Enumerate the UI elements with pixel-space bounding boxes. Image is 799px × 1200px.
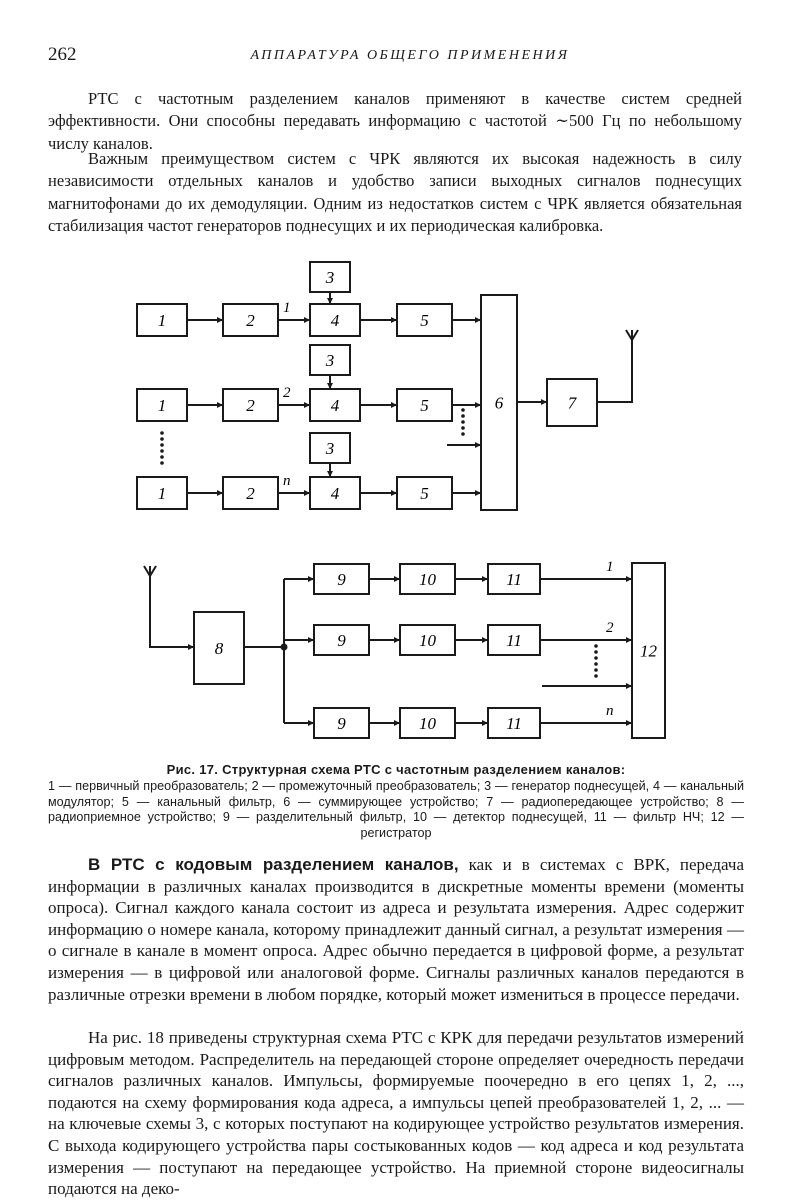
separation-filter-1-label: 9 xyxy=(337,570,346,589)
separation-filter-2 xyxy=(314,625,369,655)
radio-transmitter-label: 7 xyxy=(567,393,577,413)
tx-antenna-icon xyxy=(626,330,638,356)
channel-modulator-1-label: 4 xyxy=(330,311,340,330)
channel-filter-1-label: 5 xyxy=(420,311,429,330)
intermediate-converter-1 xyxy=(223,304,278,336)
separation-filter-3 xyxy=(314,708,369,738)
paragraph-1: РТС с частотным разделением каналов применяют в качестве систем средней эффективности. Они способны передавать информацию с частотой ∼500 Гц по небольшому числу каналов. xyxy=(48,89,742,153)
rx-rows-ellipsis xyxy=(594,644,598,678)
lowpass-filter-3-label: 11 xyxy=(506,714,522,733)
subcarrier-generator-3 xyxy=(310,433,350,463)
radio-receiver-label: 8 xyxy=(214,639,224,658)
primary-converter-1 xyxy=(137,304,187,336)
paragraph-4: На рис. 18 приведены структурная схема РТС с КРК для передачи результатов измерений цифровым методом. Распределитель на передающей стороне определяет очередность передачи сигналов различных каналов. Импульсы, формируемые поочередно в его цепях 1, 2, ..., подаются на схему формирования кода адреса, а импульсы цепей преобразователей 1, 2, ... — на ключевые схемы 3, с которых поступают на кодирующее устройство результатов измерения. С выхода кодирующего устройства пары состыкованных кодов — код адреса и код результата измерения — поступают на передающее устройство. На приемной стороне видеосигналы подаются на деко- xyxy=(48,1028,744,1199)
lowpass-filter-2 xyxy=(488,625,540,655)
paragraph-3-lead: В РТС с кодовым разделением каналов, xyxy=(88,855,459,874)
rx-antenna-icon xyxy=(144,566,156,592)
primary-converter-2-label: 1 xyxy=(157,396,167,415)
channel-filter-3-label: 5 xyxy=(420,484,429,503)
subcarrier-detector-2 xyxy=(400,625,455,655)
paragraph-2: Важным преимуществом систем с ЧРК являются их высокая надежность в силу независимости отдельных каналов и удобство записи выходных сигналов поднесущих магнитофонами до их демодуляции. Одним из недостатков систем с ЧРК является обязательная стабилизация частот генераторов поднесущих и их периодическая калибровка. xyxy=(48,149,742,236)
summing-device-label: 6 xyxy=(494,393,504,413)
paragraph-3 xyxy=(48,854,744,1005)
subcarrier-detector-1-label: 10 xyxy=(419,570,436,589)
subcarrier-detector-2-label: 10 xyxy=(419,631,436,650)
primary-converter-1-label: 1 xyxy=(157,311,167,330)
channel-filter-2 xyxy=(397,389,452,421)
tx-inputs-ellipsis xyxy=(461,408,465,436)
channel-modulator-2 xyxy=(310,389,360,421)
intermediate-converter-2 xyxy=(223,389,278,421)
primary-converter-3-label: 1 xyxy=(157,484,167,503)
channel-modulator-3-label: 4 xyxy=(330,484,340,503)
subcarrier-generator-2-label: 3 xyxy=(325,351,335,370)
registrar xyxy=(632,563,665,738)
channel-filter-3 xyxy=(397,477,452,509)
page-number: 262 xyxy=(48,44,77,65)
rx-channel-label-3: n xyxy=(606,703,614,719)
rx-channel-label-2: 2 xyxy=(606,620,614,636)
tx-rows-ellipsis xyxy=(160,431,164,465)
subcarrier-generator-1-label: 3 xyxy=(325,268,335,287)
intermediate-converter-2-label: 2 xyxy=(246,396,255,415)
channel-filter-2-label: 5 xyxy=(420,396,429,415)
subcarrier-detector-3 xyxy=(400,708,455,738)
intermediate-converter-3 xyxy=(223,477,278,509)
caption-title: Рис. 17. Структурная схема РТС с частотным разделением каналов: xyxy=(166,762,626,777)
tx-channel-label-1: 1 xyxy=(283,300,291,316)
caption-legend: 1 — первичный преобразователь; 2 — промежуточный преобразователь; 3 — генератор поднесущей, 4 — канальный модулятор; 5 — канальный фильтр, 6 — суммирующее устройство; 7 — радиопередающее устройство; 8 — радиоприемное устройство; 9 — разделительный фильтр, 10 — детектор поднесущей, 11 — фильтр НЧ; 12 — регистратор xyxy=(48,779,744,840)
radio-receiver xyxy=(194,612,244,684)
channel-filter-1 xyxy=(397,304,452,336)
running-title: АППАРАТУРА ОБЩЕГО ПРИМЕНЕНИЯ xyxy=(250,48,570,63)
subcarrier-detector-3-label: 10 xyxy=(419,714,436,733)
separation-filter-3-label: 9 xyxy=(337,714,346,733)
subcarrier-generator-1 xyxy=(310,262,350,292)
lowpass-filter-1-label: 11 xyxy=(506,570,522,589)
radio-transmitter xyxy=(547,379,597,426)
registrar-label: 12 xyxy=(640,641,657,661)
tx-channel-label-2: 2 xyxy=(283,385,291,401)
rx-channel-label-1: 1 xyxy=(606,559,614,575)
block-diagram xyxy=(0,240,799,760)
lowpass-filter-1 xyxy=(488,564,540,594)
separation-filter-2-label: 9 xyxy=(337,631,346,650)
separation-filter-1 xyxy=(314,564,369,594)
channel-modulator-3 xyxy=(310,477,360,509)
paragraph-3-body: как и в системах с ВРК, передача информации в различных каналах производится в дискретные моменты времени (моменты опроса). Сигнал каждого канала состоит из адреса и результата измерения. Адрес содержит информацию о номере канала, которому принадлежит данный сигнал, а результат измерения — о сигнале в канале в момент опроса. Адрес обычно передается в цифровой форме, а результат измерения — в цифровой или аналоговой форме. Сигналы различных каналов передаются в различные отрезки времени в любом порядке, который может измениться в процессе передачи. xyxy=(48,855,744,1004)
figure-caption xyxy=(48,762,744,841)
subcarrier-generator-2 xyxy=(310,345,350,375)
primary-converter-2 xyxy=(137,389,187,421)
lowpass-filter-3 xyxy=(488,708,540,738)
intermediate-converter-1-label: 2 xyxy=(246,311,255,330)
channel-modulator-1 xyxy=(310,304,360,336)
primary-converter-3 xyxy=(137,477,187,509)
intermediate-converter-3-label: 2 xyxy=(246,484,255,503)
subcarrier-generator-3-label: 3 xyxy=(325,439,335,458)
summing-device xyxy=(481,295,517,510)
channel-modulator-2-label: 4 xyxy=(330,396,340,415)
tx-channel-label-3: n xyxy=(283,473,291,489)
lowpass-filter-2-label: 11 xyxy=(506,631,522,650)
subcarrier-detector-1 xyxy=(400,564,455,594)
